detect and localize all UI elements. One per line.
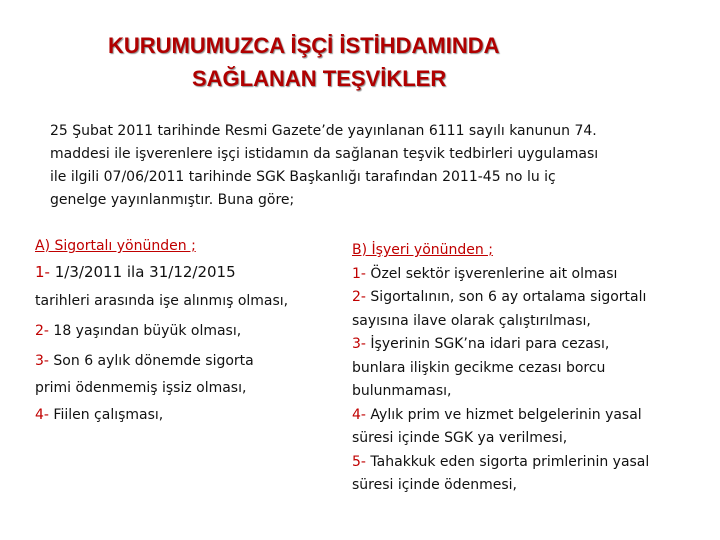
intro-line: 25 Şubat 2011 tarihinde Resmi Gazete’de yayınlanan 6111 sayılı kanunun 74. (50, 123, 597, 139)
list-item: 3- İşyerinin SGK’na idari para cezası, (352, 336, 610, 352)
section-a-heading: A) Sigortalı yönünden ; (35, 238, 196, 254)
list-item-continuation: süresi içinde ödenmesi, (352, 477, 517, 493)
list-item-continuation: süresi içinde SGK ya verilmesi, (352, 430, 568, 446)
list-item: 2- 18 yaşından büyük olması, (35, 323, 242, 339)
list-item: 2- Sigortalının, son 6 ay ortalama sigortalı (352, 289, 647, 305)
section-b-workplace (352, 239, 712, 498)
intro-line: genelge yayınlanmıştır. Buna göre; (50, 192, 295, 208)
list-item: 5- Tahakkuk eden sigorta primlerinin yasal (352, 453, 650, 470)
list-item-continuation: bulunmaması, (352, 383, 452, 399)
intro-paragraph (50, 120, 700, 212)
title-line-1: KURUMUMUZCA İŞÇİ İSTİHDAMINDA (108, 33, 500, 58)
section-b-heading: B) İşyeri yönünden ; (352, 242, 493, 258)
list-item-continuation: tarihleri arasında işe alınmış olması, (35, 293, 289, 309)
list-item: 3- Son 6 aylık dönemde sigorta (35, 353, 254, 369)
list-item-continuation: bunlara ilişkin gecikme cezası borcu (352, 359, 606, 376)
list-item: 1- 1/3/2011 ila 31/12/2015 (35, 263, 236, 281)
section-a-insured (35, 234, 335, 430)
intro-line: ile ilgili 07/06/2011 tarihinde SGK Başkanlığı tarafından 2011-45 no lu iç (50, 169, 556, 185)
list-item-continuation: primi ödenmemiş işsiz olması, (35, 380, 247, 396)
list-item-continuation: sayısına ilave olarak çalıştırılması, (352, 312, 591, 329)
intro-line: maddesi ile işverenlere işçi istidamın da sağlanan teşvik tedbirleri uygulaması (50, 146, 599, 162)
list-item: 4- Fiilen çalışması, (35, 407, 164, 423)
title-line-2: SAĞLANAN TEŞVİKLER (192, 66, 447, 91)
list-item: 4- Aylık prim ve hizmet belgelerinin yasal (352, 406, 642, 423)
list-item: 1- Özel sektör işverenlerine ait olması (352, 265, 618, 282)
